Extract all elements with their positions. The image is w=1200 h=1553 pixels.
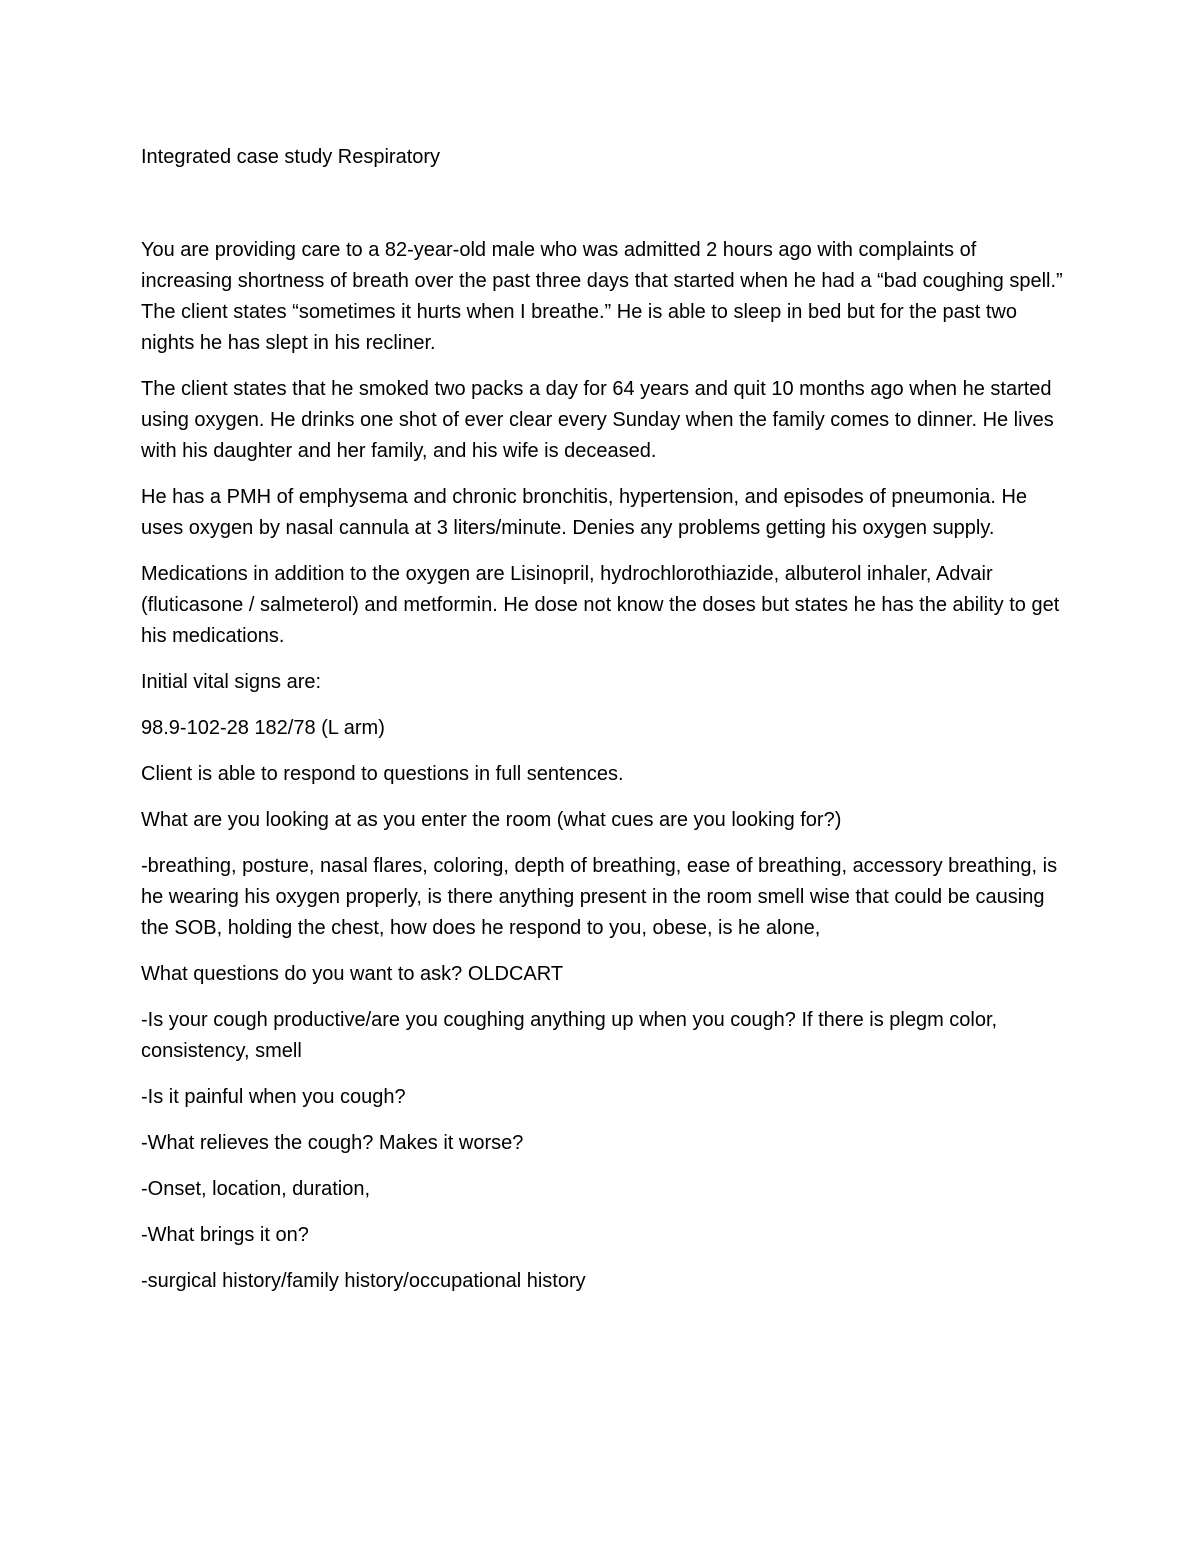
paragraph-question-ask: What questions do you want to ask? OLDCART <box>141 963 564 985</box>
paragraph-client-response: Client is able to respond to questions in full sentences. <box>141 763 624 785</box>
paragraph-answer-cough-painful: -Is it painful when you cough? <box>141 1086 406 1108</box>
document-body <box>141 142 1066 1312</box>
paragraph-answer-triggers: -What brings it on? <box>141 1224 309 1246</box>
paragraph-answer-cues: -breathing, posture, nasal flares, coloring, depth of breathing, ease of breathing, accessory breathing, is he wearing his oxygen properly, is there anything present in the room smell wise that could be causing the SOB, holding the chest, how does he respond to you, obese, is he alone, <box>141 855 1058 939</box>
paragraph-answer-cough-productive: -Is your cough productive/are you coughing anything up when you cough? If there is plegm color, consistency, smell <box>141 1009 998 1062</box>
paragraph-medical-history: He has a PMH of emphysema and chronic bronchitis, hypertension, and episodes of pneumonia. He uses oxygen by nasal cannula at 3 liters/minute. Denies any problems getting his oxygen supply. <box>141 486 1028 539</box>
paragraph-vital-signs-values: 98.9-102-28 182/78 (L arm) <box>141 717 385 739</box>
paragraph-question-cues: What are you looking at as you enter the room (what cues are you looking for?) <box>141 809 842 831</box>
paragraph-social-history: The client states that he smoked two packs a day for 64 years and quit 10 months ago when he started using oxygen. He drinks one shot of ever clear every Sunday when the family comes to dinner. He lives with his daughter and her family, and his wife is deceased. <box>141 378 1054 462</box>
paragraph-case-intro: You are providing care to a 82-year-old male who was admitted 2 hours ago with complaints of increasing shortness of breath over the past three days that started when he had a “bad coughing spell.” The client states “sometimes it hurts when I breathe.” He is able to sleep in bed but for the past two nights he has slept in his recliner. <box>141 239 1063 354</box>
paragraph-medications: Medications in addition to the oxygen are Lisinopril, hydrochlorothiazide, albuterol inhaler, Advair (fluticasone / salmeterol) and metformin. He dose not know the doses but states he has the ability to get his medications. <box>141 563 1060 647</box>
paragraph-answer-histories: -surgical history/family history/occupational history <box>141 1270 586 1292</box>
paragraph-answer-onset: -Onset, location, duration, <box>141 1178 371 1200</box>
paragraph-vital-signs-heading: Initial vital signs are: <box>141 671 322 693</box>
paragraph-answer-cough-relief: -What relieves the cough? Makes it worse? <box>141 1132 524 1154</box>
document-title: Integrated case study Respiratory <box>141 146 441 168</box>
